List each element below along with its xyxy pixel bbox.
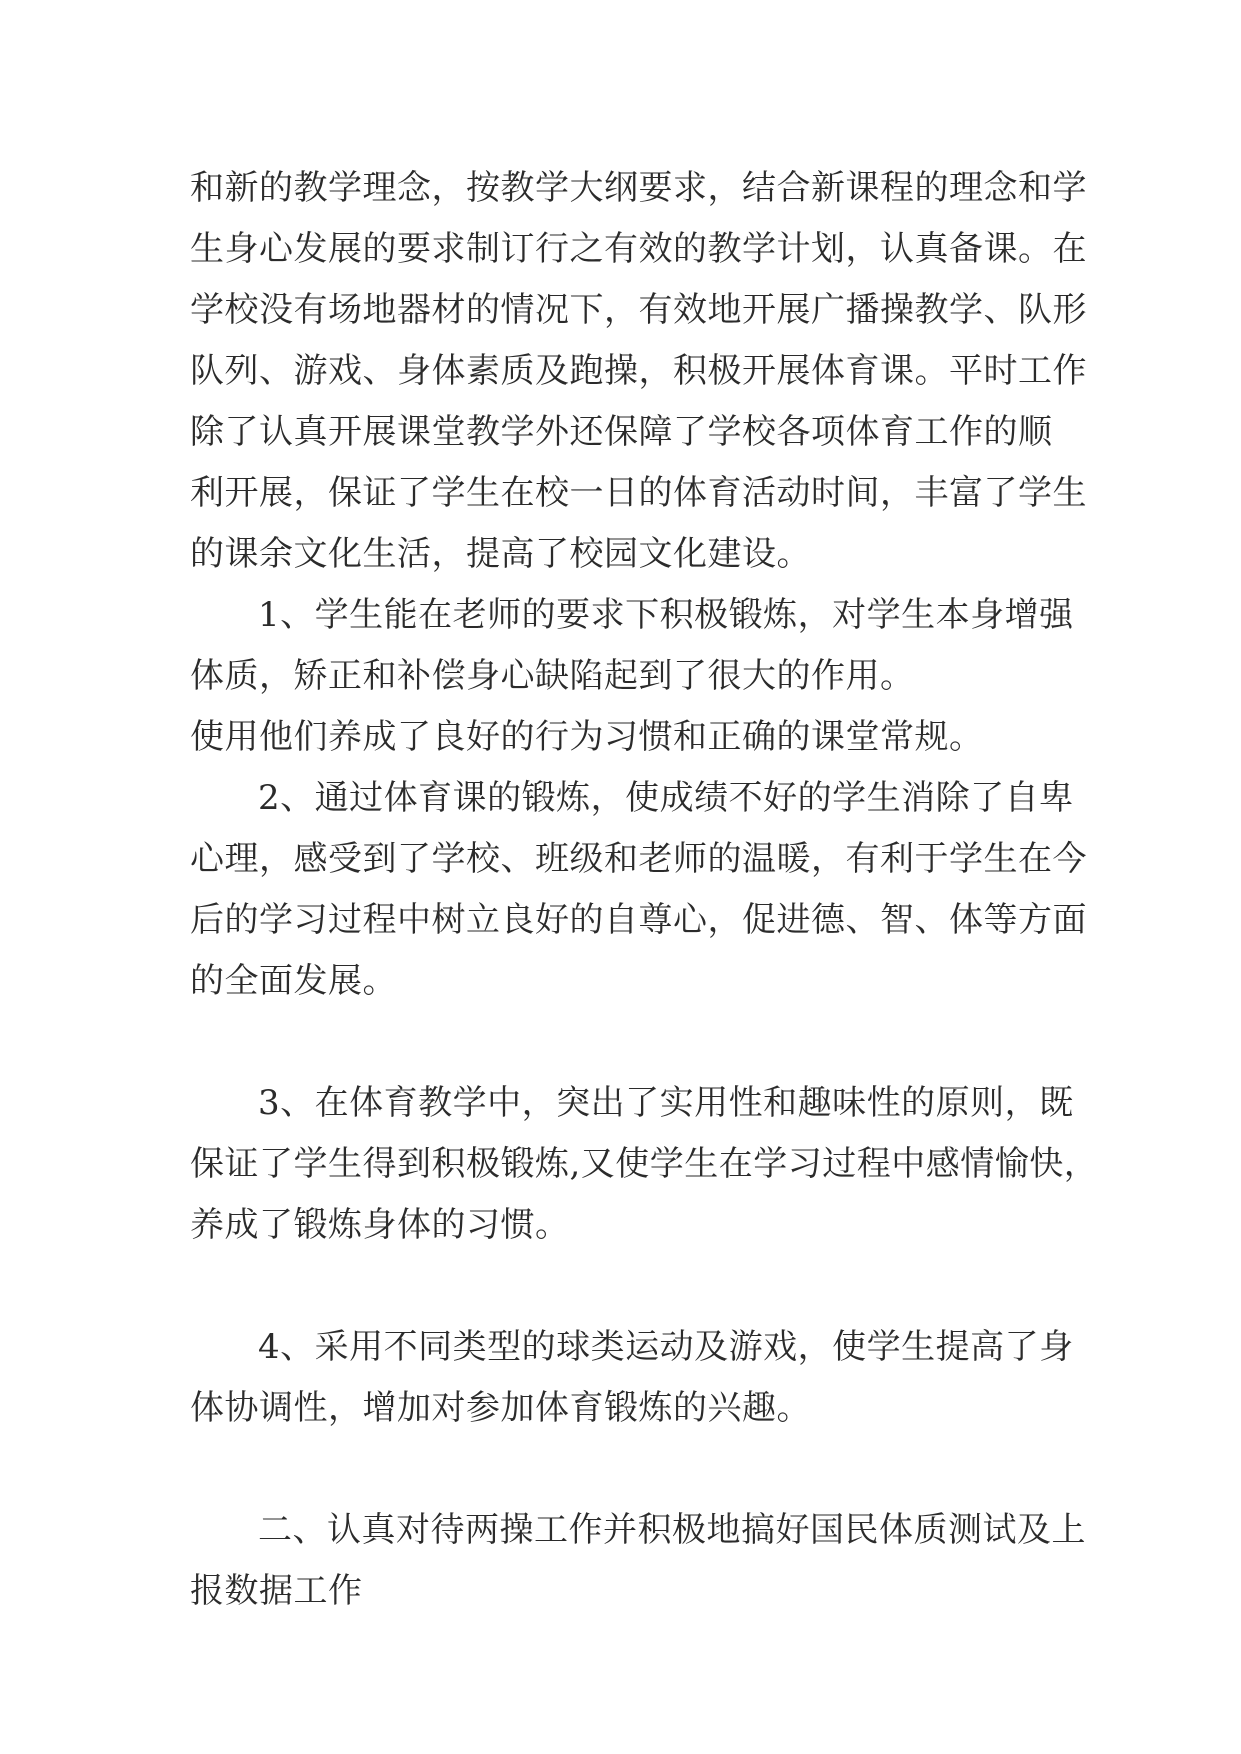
text-line: 体质，矫正和补偿身心缺陷起到了很大的作用。 — [190, 656, 915, 696]
text-line: 后的学习过程中树立良好的自尊心，促进德、智、体等方面 — [190, 900, 1087, 940]
text-line: 除了认真开展课堂教学外还保障了学校各项体育工作的顺 — [190, 412, 1053, 452]
text-line: 体协调性，增加对参加体育锻炼的兴趣。 — [190, 1388, 811, 1428]
text-line: 4、采用不同类型的球类运动及游戏，使学生提高了身 — [258, 1327, 1074, 1367]
text-line: 和新的教学理念，按教学大纲要求，结合新课程的理念和学 — [190, 168, 1087, 208]
text-line: 的课余文化生活，提高了校园文化建设。 — [190, 534, 811, 574]
paragraph-gap — [190, 1439, 1052, 1500]
text-line: 养成了锻炼身体的习惯。 — [190, 1205, 570, 1245]
text-line: 报数据工作 — [190, 1571, 363, 1611]
document-body — [190, 158, 1099, 1622]
text-line: 二、认真对待两操工作并积极地搞好国民体质测试及上 — [258, 1510, 1086, 1550]
text-line: 使用他们养成了良好的行为习惯和正确的课堂常规。 — [190, 717, 984, 757]
text-line: 心理，感受到了学校、班级和老师的温暖，有利于学生在今 — [190, 839, 1087, 879]
text-line: 3、在体育教学中，突出了实用性和趣味性的原则，既 — [258, 1083, 1074, 1123]
text-line: 保证了学生得到积极锻炼,又使学生在学习过程中感情愉快， — [190, 1144, 1099, 1184]
text-line: 学校没有场地器材的情况下，有效地开展广播操教学、队形 — [190, 290, 1087, 330]
text-line: 生身心发展的要求制订行之有效的教学计划，认真备课。在 — [190, 229, 1087, 269]
text-line: 1、学生能在老师的要求下积极锻炼，对学生本身增强 — [258, 595, 1074, 635]
paragraph-gap — [190, 1256, 1052, 1317]
text-line: 利开展，保证了学生在校一日的体育活动时间，丰富了学生 — [190, 473, 1087, 513]
text-line: 的全面发展。 — [190, 961, 397, 1001]
text-line: 队列、游戏、身体素质及跑操，积极开展体育课。平时工作 — [190, 351, 1087, 391]
paragraph-gap — [190, 1012, 1052, 1073]
text-line: 2、通过体育课的锻炼，使成绩不好的学生消除了自卑 — [258, 778, 1074, 818]
